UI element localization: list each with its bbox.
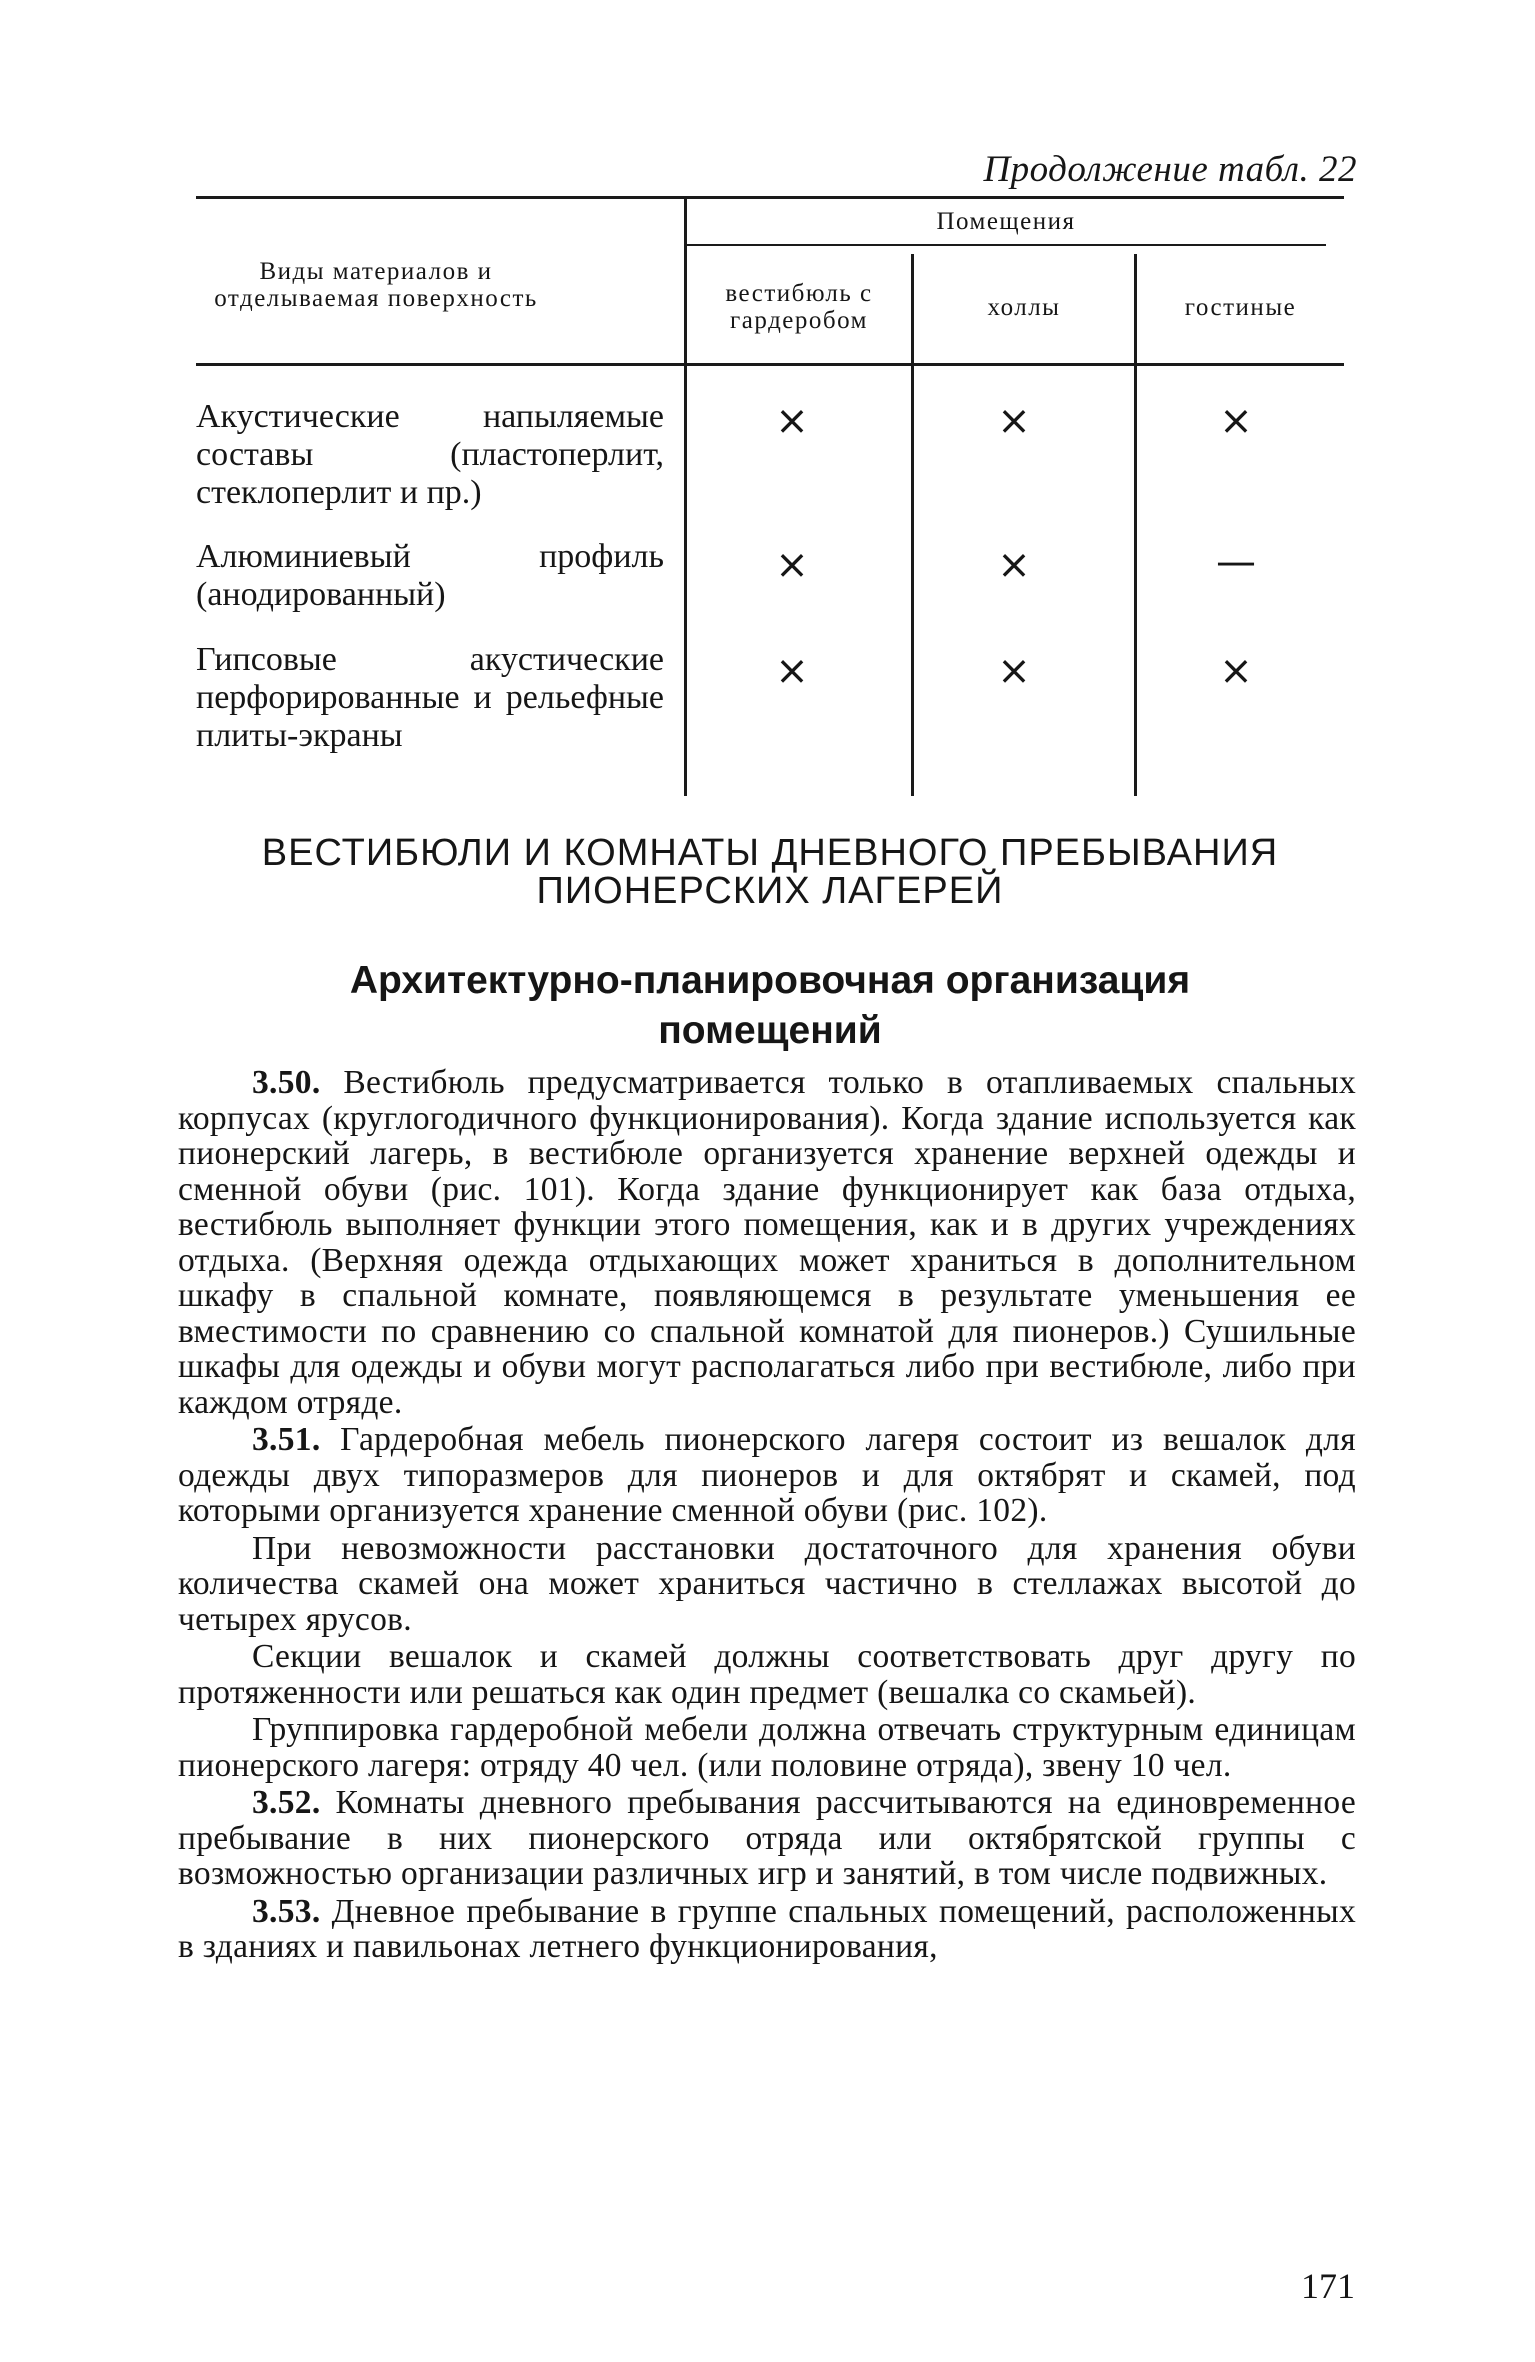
row-2-mark-vestibule: × (775, 542, 809, 588)
paragraph-hanger-sections: Секции вешалок и скамей должны соответствовать друг другу по протяженности или решаться как один предмет (вешалка со скамьей). (178, 1638, 1356, 1711)
paragraph-3-50: 3.50. Вестибюль предусматривается только в отапливаемых спальных корпусах (круглогодичного функционирования). Когда здание используется как пионерский лагерь, в вестибюле организуется хранение верхней одежды и сменной обуви (рис. 101). Когда здание функционирует как база отдыха, вестибюль выполняет функции этого помещения, как и в других учреждениях отдыха. (Верхняя одежда отдыхающих может храниться в дополнительном шкафу в спальной комнате, появляющемся в результате уменьшения ее вместимости по сравнению со спальной комнатой для пионеров.) Сушильные шкафы для одежды и обуви могут располагаться либо при вестибюле, либо при каждом отряде. (178, 1064, 1356, 1421)
row-3-mark-halls: × (997, 648, 1031, 694)
rooms-column-header: Помещения (936, 208, 1076, 235)
row-3-mark-living: × (1219, 648, 1253, 694)
section-title (196, 834, 1344, 910)
row-1-mark-vestibule: × (775, 398, 809, 444)
paragraph-shoe-storage: При невозможности расстановки достаточного для хранения обуви количества скамей она может храниться частично в стеллажах высотой до четырех ярусов. (178, 1529, 1356, 1638)
row-1-mark-halls: × (997, 398, 1031, 444)
subheader-living-rooms: гостиные (1184, 294, 1297, 321)
section-subtitle (196, 956, 1344, 1056)
materials-table (196, 196, 1344, 796)
section-title-line-1: ВЕСТИБЮЛИ И КОМНАТЫ ДНЕВНОГО ПРЕБЫВАНИЯ (261, 832, 1279, 874)
subtitle-line-2: помещений (658, 1009, 882, 1052)
subtitle-line-1: Архитектурно-планировочная организация (349, 959, 1191, 1002)
material-row-2: Алюминиевый профиль (анодированный) (196, 538, 664, 613)
column-divider-2 (911, 254, 914, 796)
materials-column-header: Виды материалов и отделываемая поверхность (214, 258, 538, 312)
table-continuation-label: Продолжение табл. 22 (983, 149, 1357, 190)
page-number: 171 (1301, 2266, 1355, 2306)
paragraph-3-52: 3.52. Комнаты дневного пребывания рассчитываются на единовременное пребывание в них пионерского отряда или октябрятской группы с возможностью организации различных игр и занятий, в том числе подвижных. (178, 1784, 1356, 1892)
paragraph-3-53: 3.53. Дневное пребывание в группе спальных помещений, расположенных в зданиях и павильонах летнего функционирования, (178, 1892, 1356, 1965)
subheader-halls: холлы (987, 294, 1061, 321)
row-2-mark-halls: × (997, 542, 1031, 588)
rooms-header-rule (686, 244, 1326, 246)
paragraph-3-51: 3.51. Гардеробная мебель пионерского лагеря состоит из вешалок для одежды двух типоразмеров для пионеров и для октябрят и скамей, под которыми организуется хранение сменной обуви (рис. 102). (178, 1421, 1356, 1529)
material-row-1: Акустические напыляемые составы (пластоперлит, стеклоперлит и пр.) (196, 398, 664, 511)
body-text (178, 1065, 1356, 1967)
row-3-mark-vestibule: × (775, 648, 809, 694)
material-row-3: Гипсовые акустические перфорированные и рельефные плиты-экраны (196, 641, 664, 754)
paragraph-furniture-grouping: Группировка гардеробной мебели должна отвечать структурным единицам пионерского лагеря: отряду 40 чел. (или половине отряда), звену 10 чел. (178, 1711, 1356, 1784)
row-2-mark-living: — (1216, 539, 1256, 585)
subheader-vestibule: вестибюль с гардеробом (725, 280, 873, 334)
row-1-mark-living: × (1219, 398, 1253, 444)
header-bottom-rule (196, 363, 1344, 366)
column-divider-3 (1134, 254, 1137, 796)
table-top-rule (196, 196, 1344, 199)
column-divider-1 (684, 196, 687, 796)
section-title-line-2: ПИОНЕРСКИХ ЛАГЕРЕЙ (536, 870, 1004, 912)
